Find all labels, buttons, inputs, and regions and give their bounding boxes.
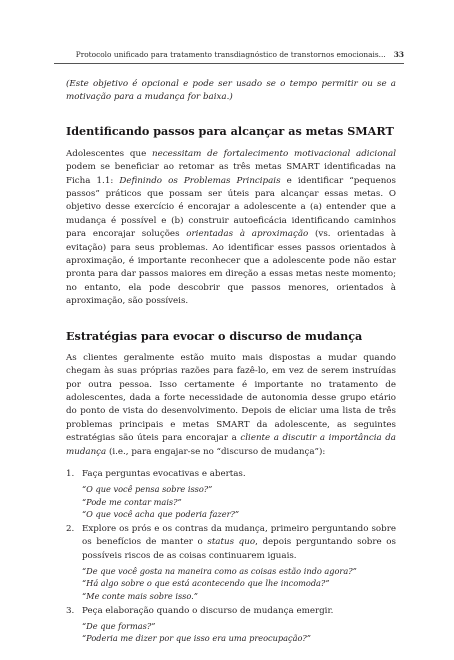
list-item <box>66 523 396 602</box>
example-question: “De que formas?” <box>82 621 156 632</box>
example-question: “Me conte mais sobre isso.” <box>82 590 198 601</box>
list-number: 2. <box>66 523 75 534</box>
example-question: “Há algo sobre o que está acontecendo que lhe incomoda?” <box>82 578 330 589</box>
section2-paragraph: As clientes geralmente estão muito mais dispostas a mudar quando chegam às suas próprias razões para fazê-lo, em vez de serem instruídas por outra pessoa. Isso certamente é importante no tratamento de adolescentes, dada a forte necessidade de autonomia desse grupo etário do ponto de vista do desenvolvimento. Depois de eliciar uma lista de três problemas principais e metas SMART da adolescente, as seguintes estratégias são úteis para encorajar a cliente a discutir a importância da mudança (i.e., para engajar-se no “discurso de mudança”): <box>66 352 396 457</box>
running-header <box>54 50 404 64</box>
example-question: “Poderia me dizer por que isso era uma preocupação?” <box>82 633 311 644</box>
section1-paragraph: Adolescentes que necessitam de fortalecimento motivacional adicional podem se beneficiar ao retomar as três metas SMART identificadas na Ficha 1.1: Definindo os Problemas Principais e identificar “pequenos passos” práticos que possam ser úteis para alcançar essas metas. O objetivo desse exercício é encorajar a adolescente a (a) entender que a mudança é possível e (b) construir autoeficácia identificando caminhos para encorajar soluções orientadas à aproximação (vs. orientadas à evitação) para seus problemas. Ao identificar esses passos orientados à aproximação, é importante reconhecer que a adolescente pode não estar pronta para dar passos maiores em direção a essas metas neste momento; no entanto, ela pode descobrir que passos menores, orientados à aproximação, são possíveis. <box>66 148 397 307</box>
list-number: 1. <box>66 468 75 479</box>
example-questions <box>82 483 396 520</box>
example-question: “Pode me contar mais?” <box>82 496 182 507</box>
list-item-text: Faça perguntas evocativas e abertas. <box>82 468 246 479</box>
strategy-list <box>66 468 396 645</box>
page-content <box>66 78 396 648</box>
list-item-text: Explore os prós e os contras da mudança, primeiro perguntando sobre os benefícios de manter o status quo, depois perguntando sobre os possíveis riscos de as coisas continuarem iguais. <box>82 523 396 561</box>
list-item <box>66 468 396 520</box>
example-question: “O que você pensa sobre isso?” <box>82 484 213 495</box>
example-question: “De que você gosta na maneira como as coisas estão indo agora?” <box>82 566 357 577</box>
section-heading-change-talk: Estratégias para evocar o discurso de mudança <box>66 328 363 343</box>
running-title: Protocolo unificado para tratamento transdiagnóstico de transtornos emocionais... <box>75 50 386 59</box>
example-questions <box>82 620 396 644</box>
list-item <box>66 605 396 645</box>
example-questions <box>82 565 396 602</box>
page-number: 33 <box>393 50 404 59</box>
list-item-text: Peça elaboração quando o discurso de mudança emergir. <box>82 605 334 616</box>
intro-note: (Este objetivo é opcional e pode ser usado se o tempo permitir ou se a motivação para a mudança for baixa.) <box>66 79 396 103</box>
section-heading-smart-steps: Identificando passos para alcançar as metas SMART <box>66 123 394 138</box>
example-question: “O que você acha que poderia fazer?” <box>82 508 240 519</box>
list-number: 3. <box>66 605 75 616</box>
